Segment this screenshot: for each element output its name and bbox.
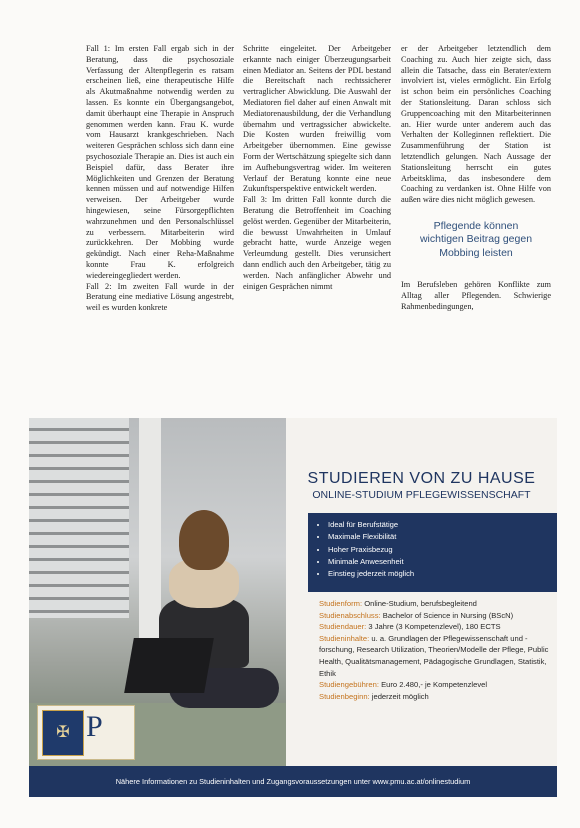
window-blinds xyxy=(29,418,129,618)
paragraph-continued: Schritte eingeleitet. Der Arbeitgeber erkannte nach einiger Überzeugungsarbeit einen Mediator an. Seitens der PDL bestand die Bereitschaft nach rechtssicherer vertraglicher Abwicklung. Die Auswahl der Mediatoren fiel daher auf einen Anwalt mit Mediatorenausbildung, der die Verhandlung übernahm und vertragssicher abwickelte. Die Kosten wurden freiwillig vom Arbeitgeber übernommen. Eine gewisse Form der Wertschätzung spiegelte sich dann im Aufhebungsvertrag wider. Im weiteren Verlauf der Beratung konnte eine neue Zukunftsperspektive entwickelt werden. xyxy=(243,44,391,194)
fact-row: Studiengebühren: Euro 2.480,- je Kompetenzlevel xyxy=(319,680,488,690)
study-facts xyxy=(319,598,553,702)
logo-letter: P xyxy=(86,710,103,743)
article-column-1 xyxy=(86,44,234,314)
benefits-list xyxy=(308,519,557,580)
ad-title: STUDIEREN VON ZU HAUSE xyxy=(307,470,536,487)
paragraph-fall-1: Fall 1: Im ersten Fall ergab sich in der Beratung, dass die psychosoziale Verfassung der Altenpflegerin es ratsam erscheinen ließ, eine therapeutische Hilfe als Akutmaßnahme notwendig werden zu lassen. Es konnte ein Übergangsangebot, damit überhaupt eine Therapie in Anspruch genommen werden kann. Frau K. wurde vom Hausarzt krankgeschrieben. Nach weiteren Gesprächen schloss sich dann eine psychosoziale Therapie an. Dies ist auch ein Beispiel dafür, dass Berater ihre Möglichkeiten und Grenzen der Beratung kennen müssen und auf notwendige Hilfen verweisen. Der Arbeitgeber wurde hingewiesen, seine Fürsorgepflichten wahrzunehmen und den Personalschlüssel zu verbessern. Mitarbeiterin wird zurückkehren. Der Mobbing wurde gekündigt. Nach einer Reha-Maßnahme konnte Frau K. erfolgreich wiedereingegliedert werden. xyxy=(86,44,234,280)
list-item: • Maximale Flexibilität xyxy=(328,531,557,543)
university-logo xyxy=(37,705,135,760)
list-item: • Hoher Praxisbezug xyxy=(328,544,557,556)
article-column-2 xyxy=(243,44,391,292)
laptop-icon xyxy=(124,638,214,693)
fact-row: Studieninhalte: u. a. Grundlagen der Pflegewissenschaft und -forschung, Research Utilization, Theorien/Modelle der Pflege, Public Health, Qualitätsmanagement, Pädagogische Grundlagen, Statistik, Ethik xyxy=(319,633,549,678)
fact-row: Studiendauer: 3 Jahre (3 Kompetenzlevel), 180 ECTS xyxy=(319,622,501,632)
paragraph-next-section: Im Berufsleben gehören Konflikte zum Alltag aller Pflegenden. Schwierige Rahmenbedingungen, xyxy=(401,280,551,312)
fact-row: Studienbeginn: jederzeit möglich xyxy=(319,691,429,701)
fact-row: Studienabschluss: Bachelor of Science in Nursing (BScN) xyxy=(319,610,514,620)
list-item: • Einstieg jederzeit möglich xyxy=(328,568,557,580)
paragraph-fall-3: Fall 3: Im dritten Fall konnte durch die Beratung die Betroffenheit im Coaching gelöst werden. Gegenüber der Mitarbeiterin, die bewusst Unwahrheiten in Umlauf gebracht hatte, wurde Anzeige wegen Verleumdung gestellt. Dies verunsichert dann endlich auch den Arbeitgeber, tätig zu werden. Nach anfänglicher Abwehr und einigen Gesprächen nimmt xyxy=(243,195,391,291)
list-item: • Minimale Anwesenheit xyxy=(328,556,557,568)
list-item: • Ideal für Berufstätige xyxy=(328,519,557,531)
fact-row: Studienform: Online-Studium, berufsbegleitend xyxy=(319,599,477,608)
paragraph-fall-2: Fall 2: Im zweiten Fall wurde in der Beratung eine mediative Lösung angestrebt, weil es wurden konkrete xyxy=(86,281,235,313)
ad-footer-link[interactable]: Nähere Informationen zu Studieninhalten und Zugangsvoraussetzungen unter www.pmu.ac.at/onlinestudium xyxy=(115,777,471,786)
benefits-box xyxy=(308,513,557,592)
paragraph-continued: er der Arbeitgeber letztendlich dem Coaching zu. Auch hier zeigte sich, dass allein die Tatsache, dass ein Berater/extern involviert ist, vieles ermöglicht. Ein Erfolg ist schon beim ein persönliches Coaching der Stationsleitung. Daran schloss sich Gruppencoaching mit den Mitarbeiterinnen an. Hier wurde unter anderem auch das Verhalten der Kolleginnen reflektiert. Die Zusammenführung der Station ist letztendlich gelungen. Nach Aussage der Stationsleitung herrscht ein gutes Arbeitsklima, das insbesondere dem Coaching zu verdanken ist. Ohne Hilfe von außen wäre dies nicht möglich gewesen. xyxy=(401,44,551,205)
person-head xyxy=(179,510,229,570)
student-laptop-photo xyxy=(29,418,286,766)
article-column-3 xyxy=(401,44,551,313)
advertisement[interactable] xyxy=(29,418,557,797)
pillar xyxy=(139,418,161,658)
pull-quote: Pflegende können wichtigen Beitrag gegen Mobbing leisten xyxy=(419,219,533,259)
seal-icon: ✠ xyxy=(42,710,84,756)
ad-subtitle: ONLINE-STUDIUM PFLEGEWISSENSCHAFT xyxy=(312,489,531,501)
ad-content-panel xyxy=(286,418,557,766)
